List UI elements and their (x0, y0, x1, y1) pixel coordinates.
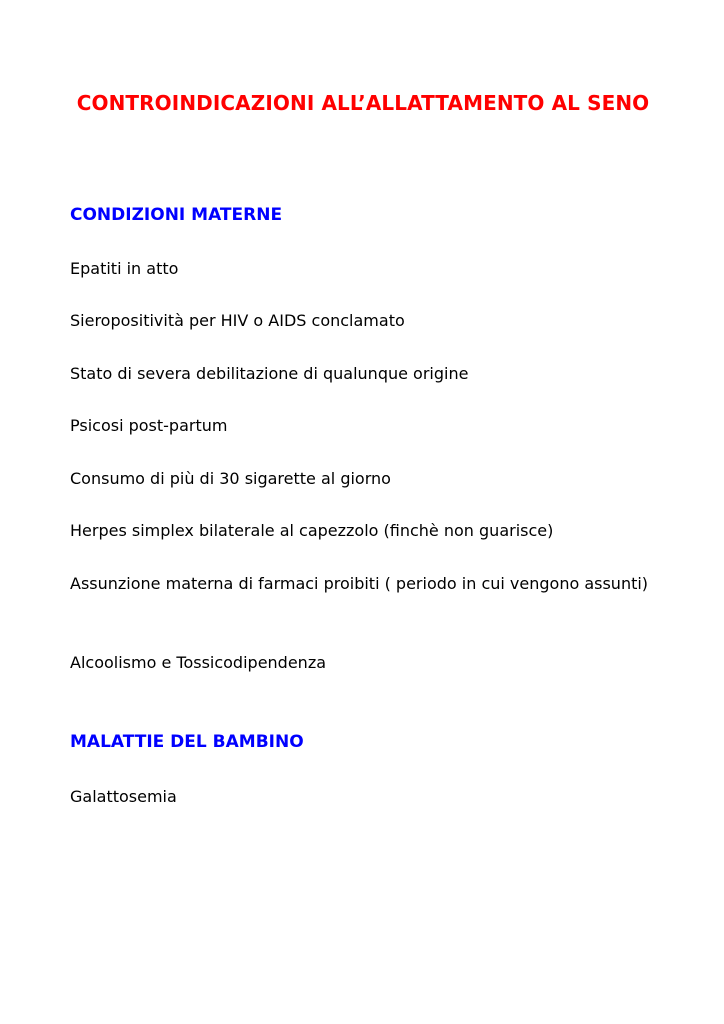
list-item: Galattosemia (70, 787, 177, 806)
section-heading-condizioni-materne: CONDIZIONI MATERNE (70, 205, 283, 225)
document-title: CONTROINDICAZIONI ALL’ALLATTAMENTO AL SENO (76, 91, 650, 115)
list-item: Psicosi post-partum (70, 416, 228, 435)
list-item: Alcoolismo e Tossicodipendenza (70, 653, 327, 672)
section-heading-malattie-del-bambino: MALATTIE DEL BAMBINO (70, 732, 304, 752)
list-item: Stato di severa debilitazione di qualunque origine (70, 364, 469, 383)
list-item: Sieropositività per HIV o AIDS conclamato (70, 311, 405, 330)
list-item: Epatiti in atto (70, 259, 179, 278)
list-item: Herpes simplex bilaterale al capezzolo (finchè non guarisce) (70, 521, 554, 540)
list-item: Consumo di più di 30 sigarette al giorno (70, 469, 391, 488)
list-item: Assunzione materna di farmaci proibiti ( periodo in cui vengono assunti) (70, 574, 649, 593)
